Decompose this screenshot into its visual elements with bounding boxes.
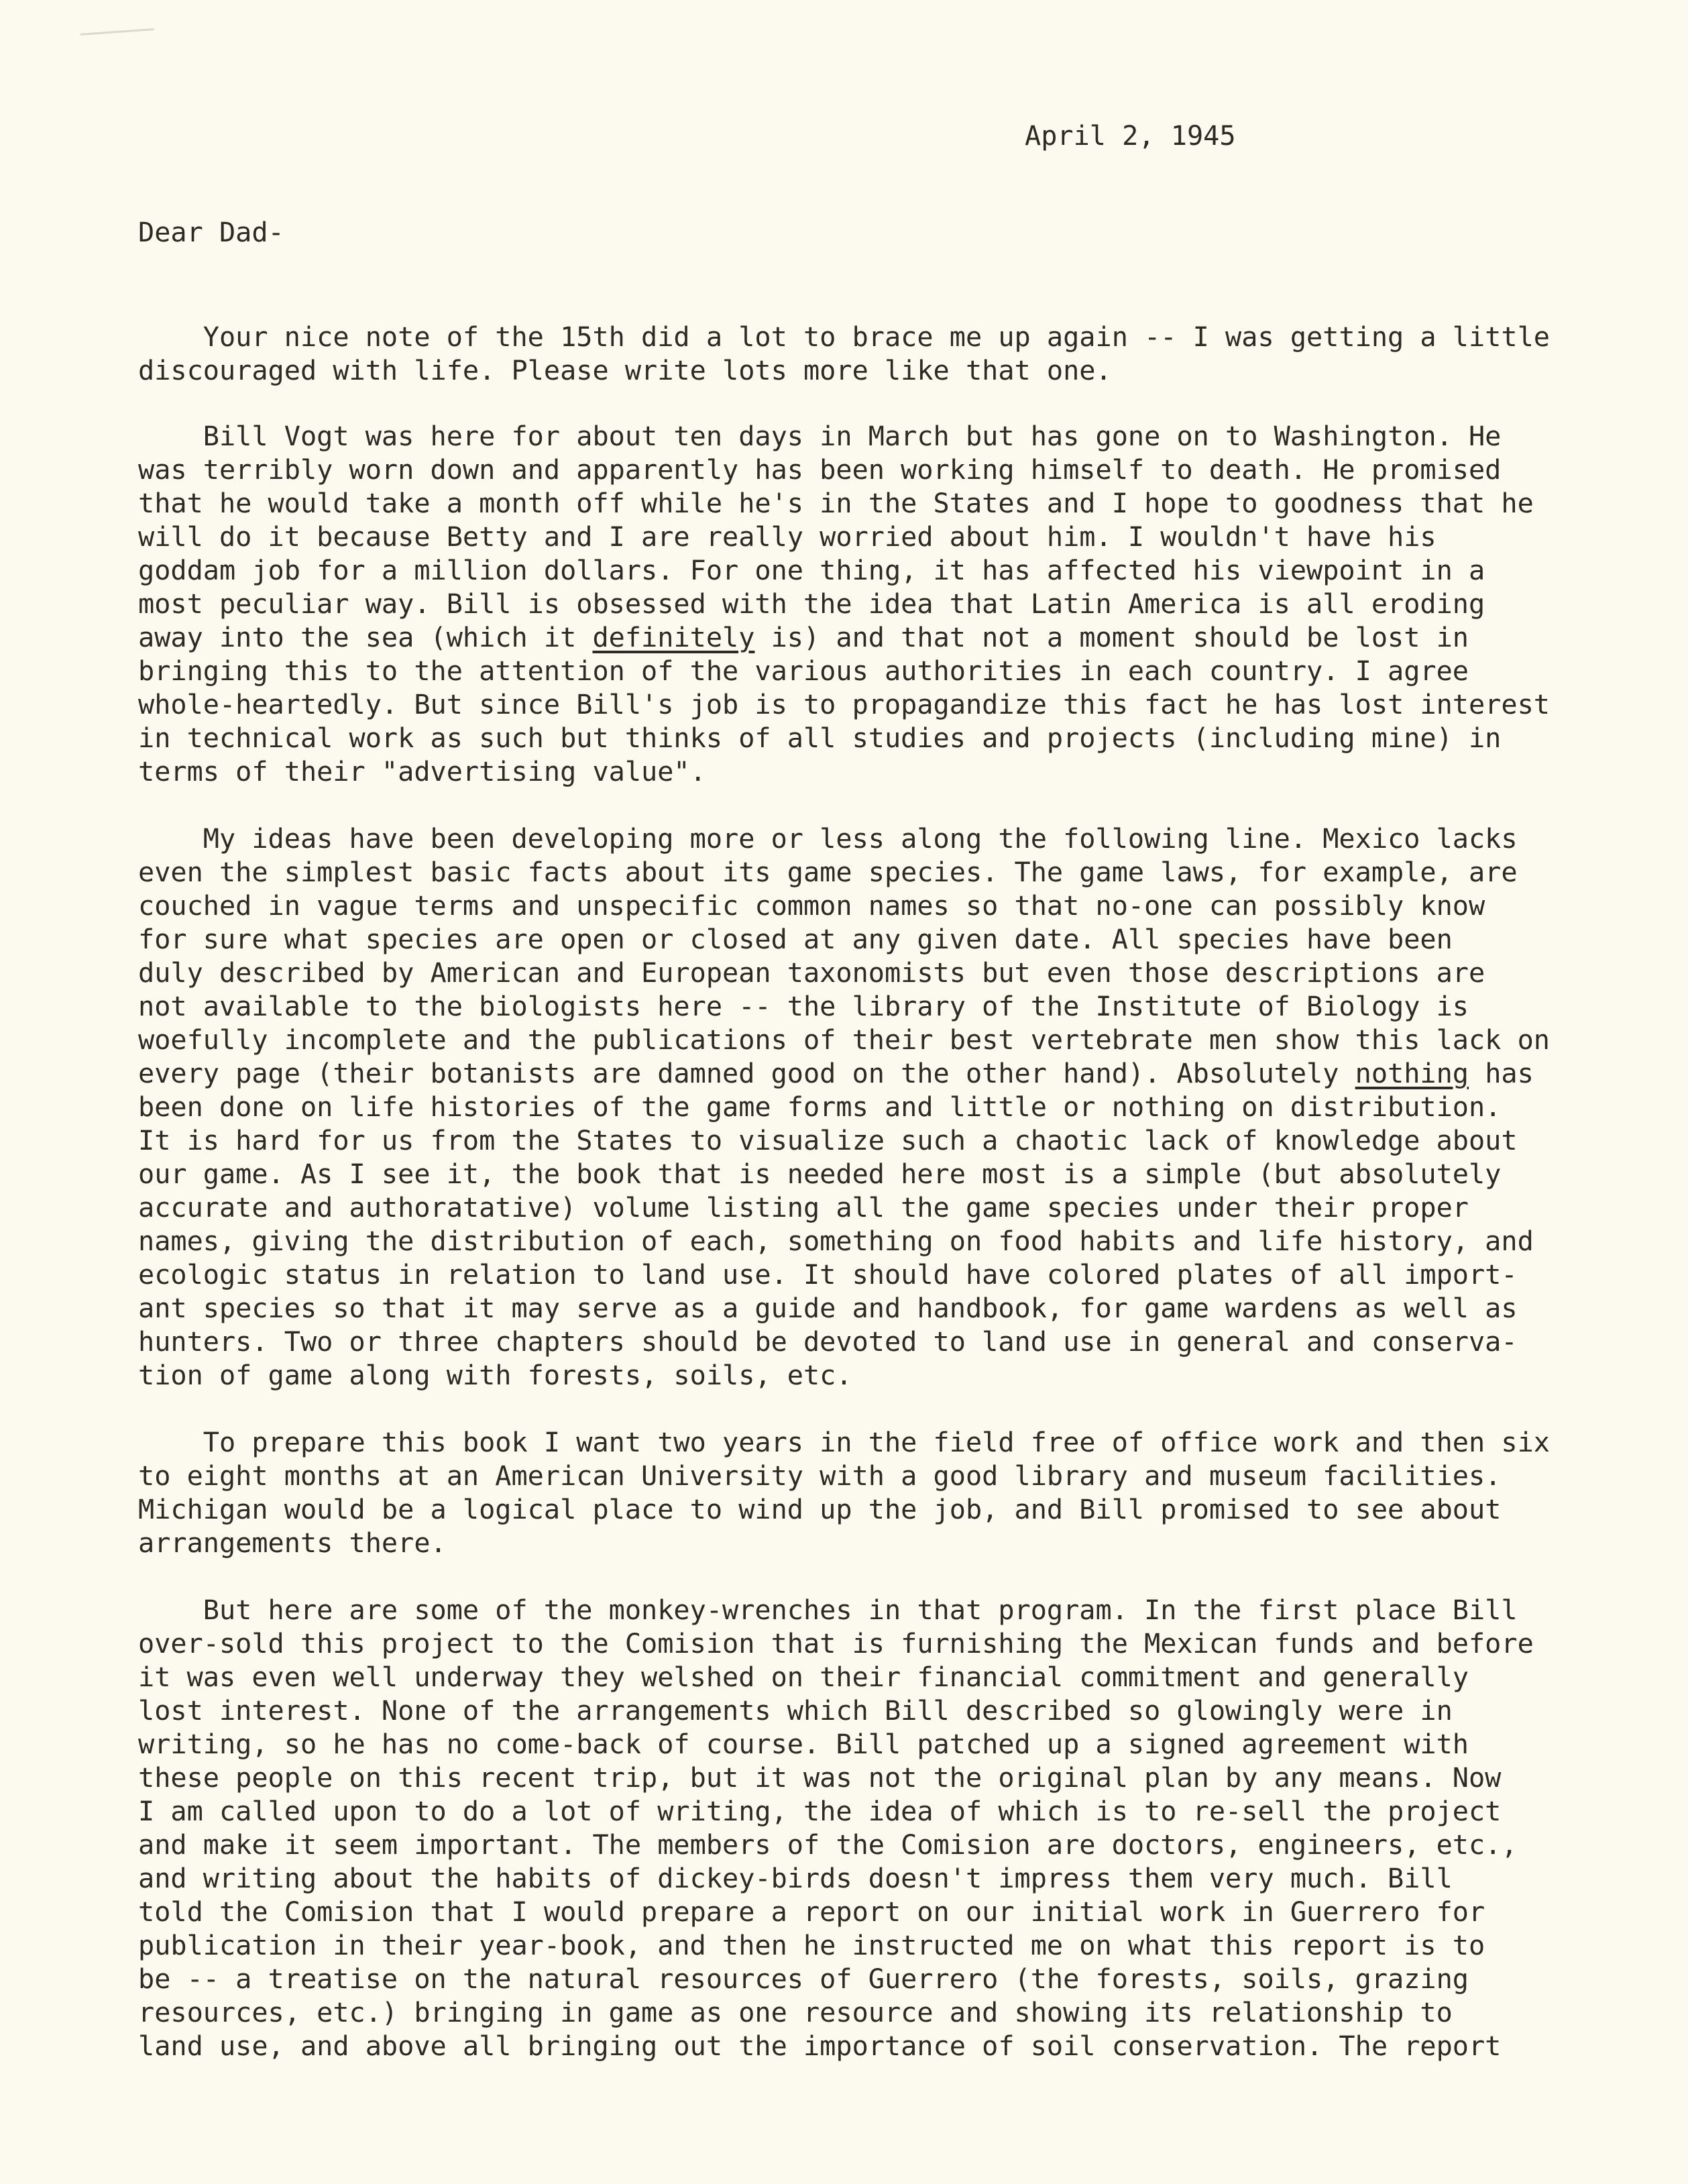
line-text: arrangements there. <box>138 1528 447 1559</box>
line-text: to eight months at an American University with a good library and museum facilities. <box>138 1461 1502 1492</box>
line-text: resources, etc.) bringing in game as one resource and showing its relationship to <box>138 1998 1453 2028</box>
line-text: It is hard for us from the States to visualize such a chaotic lack of knowledge about <box>138 1126 1518 1156</box>
text-line <box>138 453 1501 487</box>
text-line <box>138 1527 447 1560</box>
line-text: names, giving the distribution of each, something on food habits and life history, and <box>138 1226 1534 1257</box>
line-text: will do it because Betty and I are really worried about him. I wouldn't have his <box>138 522 1437 553</box>
text-line <box>138 1057 1534 1091</box>
text-line <box>138 1761 1501 1795</box>
text-line <box>138 1493 1501 1527</box>
text-line <box>138 621 1469 655</box>
text-line <box>138 1258 1518 1292</box>
line-text: every page (their botanists are damned good on the other hand). Absolutely <box>138 1058 1355 1089</box>
text-line <box>138 722 1501 755</box>
text-line <box>138 1460 1501 1493</box>
text-line <box>138 1426 1550 1460</box>
line-text: goddam job for a million dollars. For one thing, it has affected his viewpoint in a <box>138 555 1485 586</box>
line-text: My ideas have been developing more or less along the following line. Mexico lacks <box>138 824 1518 855</box>
text-line <box>138 354 1112 388</box>
pencil-mark <box>80 28 154 41</box>
letter-date: April 2, 1945 <box>1025 121 1236 152</box>
line-text: accurate and authoratative) volume listing all the game species under their proper <box>138 1193 1469 1223</box>
text-line <box>138 1024 1550 1057</box>
text-line <box>138 1091 1501 1124</box>
text-line <box>138 688 1550 722</box>
text-line <box>138 1963 1469 1996</box>
line-text: in technical work as such but thinks of all studies and projects (including mine) in <box>138 723 1502 754</box>
text-line <box>138 321 1550 354</box>
text-line <box>138 889 1485 923</box>
line-text: and writing about the habits of dickey-birds doesn't impress them very much. Bill <box>138 1863 1453 1894</box>
underlined-word: definitely <box>592 622 755 653</box>
line-text: woefully incomplete and the publications of their best vertebrate men show this lack on <box>138 1025 1550 1056</box>
line-text: But here are some of the monkey-wrenches in that program. In the first place Bill <box>138 1595 1518 1626</box>
line-text: Michigan would be a logical place to wind up the job, and Bill promised to see about <box>138 1494 1502 1525</box>
text-line <box>138 1694 1453 1728</box>
line-text: over-sold this project to the Comision that is furnishing the Mexican funds and before <box>138 1629 1534 1659</box>
text-line <box>138 822 1518 856</box>
text-line <box>138 655 1469 688</box>
line-text: couched in vague terms and unspecific common names so that no-one can possibly know <box>138 891 1485 922</box>
text-line <box>138 1627 1534 1661</box>
line-text: Your nice note of the 15th did a lot to brace me up again -- I was getting a little <box>138 322 1550 353</box>
text-line <box>138 1795 1501 1828</box>
text-line <box>138 990 1469 1024</box>
line-text: bringing this to the attention of the various authorities in each country. I agree <box>138 656 1469 687</box>
text-line <box>138 588 1485 621</box>
text-line <box>138 1124 1518 1158</box>
line-text: discouraged with life. Please write lots more like that one. <box>138 356 1112 386</box>
line-text: and make it seem important. The members of the Comision are doctors, engineers, etc., <box>138 1830 1518 1861</box>
text-line <box>138 1325 1518 1359</box>
line-text: that he would take a month off while he's in the States and I hope to goodness that he <box>138 488 1534 519</box>
text-line <box>138 923 1453 957</box>
text-line <box>138 1158 1501 1191</box>
text-line <box>138 1728 1469 1761</box>
line-text: most peculiar way. Bill is obsessed with the idea that Latin America is all eroding <box>138 589 1485 620</box>
text-line <box>138 1828 1518 1862</box>
line-text: it was even well underway they welshed on their financial commitment and generally <box>138 1662 1469 1693</box>
text-line <box>138 420 1501 453</box>
line-text: these people on this recent trip, but it was not the original plan by any means. Now <box>138 1763 1502 1794</box>
line-text: Bill Vogt was here for about ten days in March but has gone on to Washington. He <box>138 421 1502 452</box>
line-text: told the Comision that I would prepare a report on our initial work in Guerrero for <box>138 1897 1485 1928</box>
line-text: whole-heartedly. But since Bill's job is to propagandize this fact he has lost interest <box>138 690 1550 720</box>
text-line <box>138 1359 852 1393</box>
line-text: ecologic status in relation to land use. It should have colored plates of all import- <box>138 1260 1518 1291</box>
line-text: is) and that not a moment should be lost in <box>754 622 1469 653</box>
line-text: been done on life histories of the game forms and little or nothing on distribution. <box>138 1092 1502 1123</box>
line-text: for sure what species are open or closed at any given date. All species have been <box>138 924 1453 955</box>
line-text: lost interest. None of the arrangements which Bill described so glowingly were in <box>138 1696 1453 1727</box>
line-text: ant species so that it may serve as a guide and handbook, for game wardens as well as <box>138 1293 1518 1324</box>
text-line <box>138 1225 1534 1258</box>
underlined-word: nothing <box>1355 1058 1469 1089</box>
line-text: To prepare this book I want two years in the field free of office work and then six <box>138 1427 1550 1458</box>
text-line <box>138 1292 1518 1325</box>
line-text: our game. As I see it, the book that is needed here most is a simple (but absolutely <box>138 1159 1502 1190</box>
line-text: not available to the biologists here -- the library of the Institute of Biology is <box>138 991 1469 1022</box>
text-line <box>138 856 1518 889</box>
line-text: land use, and above all bringing out the importance of soil conservation. The report <box>138 2031 1502 2062</box>
line-text: was terribly worn down and apparently has been working himself to death. He promised <box>138 455 1502 486</box>
text-line <box>138 1996 1453 2030</box>
text-line <box>138 487 1534 521</box>
line-text: tion of game along with forests, soils, etc. <box>138 1360 852 1391</box>
text-line <box>138 554 1485 588</box>
text-line <box>138 1191 1469 1225</box>
line-text: writing, so he has no come-back of course. Bill patched up a signed agreement with <box>138 1729 1469 1760</box>
line-text: publication in their year-book, and then he instructed me on what this report is to <box>138 1930 1485 1961</box>
text-line <box>138 1929 1485 1963</box>
line-text: hunters. Two or three chapters should be devoted to land use in general and conserva- <box>138 1327 1518 1358</box>
line-text: duly described by American and European taxonomists but even those descriptions are <box>138 958 1485 989</box>
text-line <box>138 1661 1469 1694</box>
text-line <box>138 1594 1518 1627</box>
text-line <box>138 1896 1485 1929</box>
text-line <box>138 1862 1453 1896</box>
line-text: be -- a treatise on the natural resources of Guerrero (the forests, soils, grazing <box>138 1964 1469 1995</box>
text-line <box>138 755 706 789</box>
line-text: I am called upon to do a lot of writing, the idea of which is to re-sell the project <box>138 1796 1502 1827</box>
text-line <box>138 521 1437 554</box>
text-line <box>138 957 1485 990</box>
text-line <box>138 2030 1501 2063</box>
line-text: even the simplest basic facts about its game species. The game laws, for example, are <box>138 857 1518 888</box>
salutation: Dear Dad- <box>138 217 284 248</box>
line-text: away into the sea (which it <box>138 622 593 653</box>
line-text: terms of their "advertising value". <box>138 757 706 787</box>
line-text: has <box>1469 1058 1534 1089</box>
